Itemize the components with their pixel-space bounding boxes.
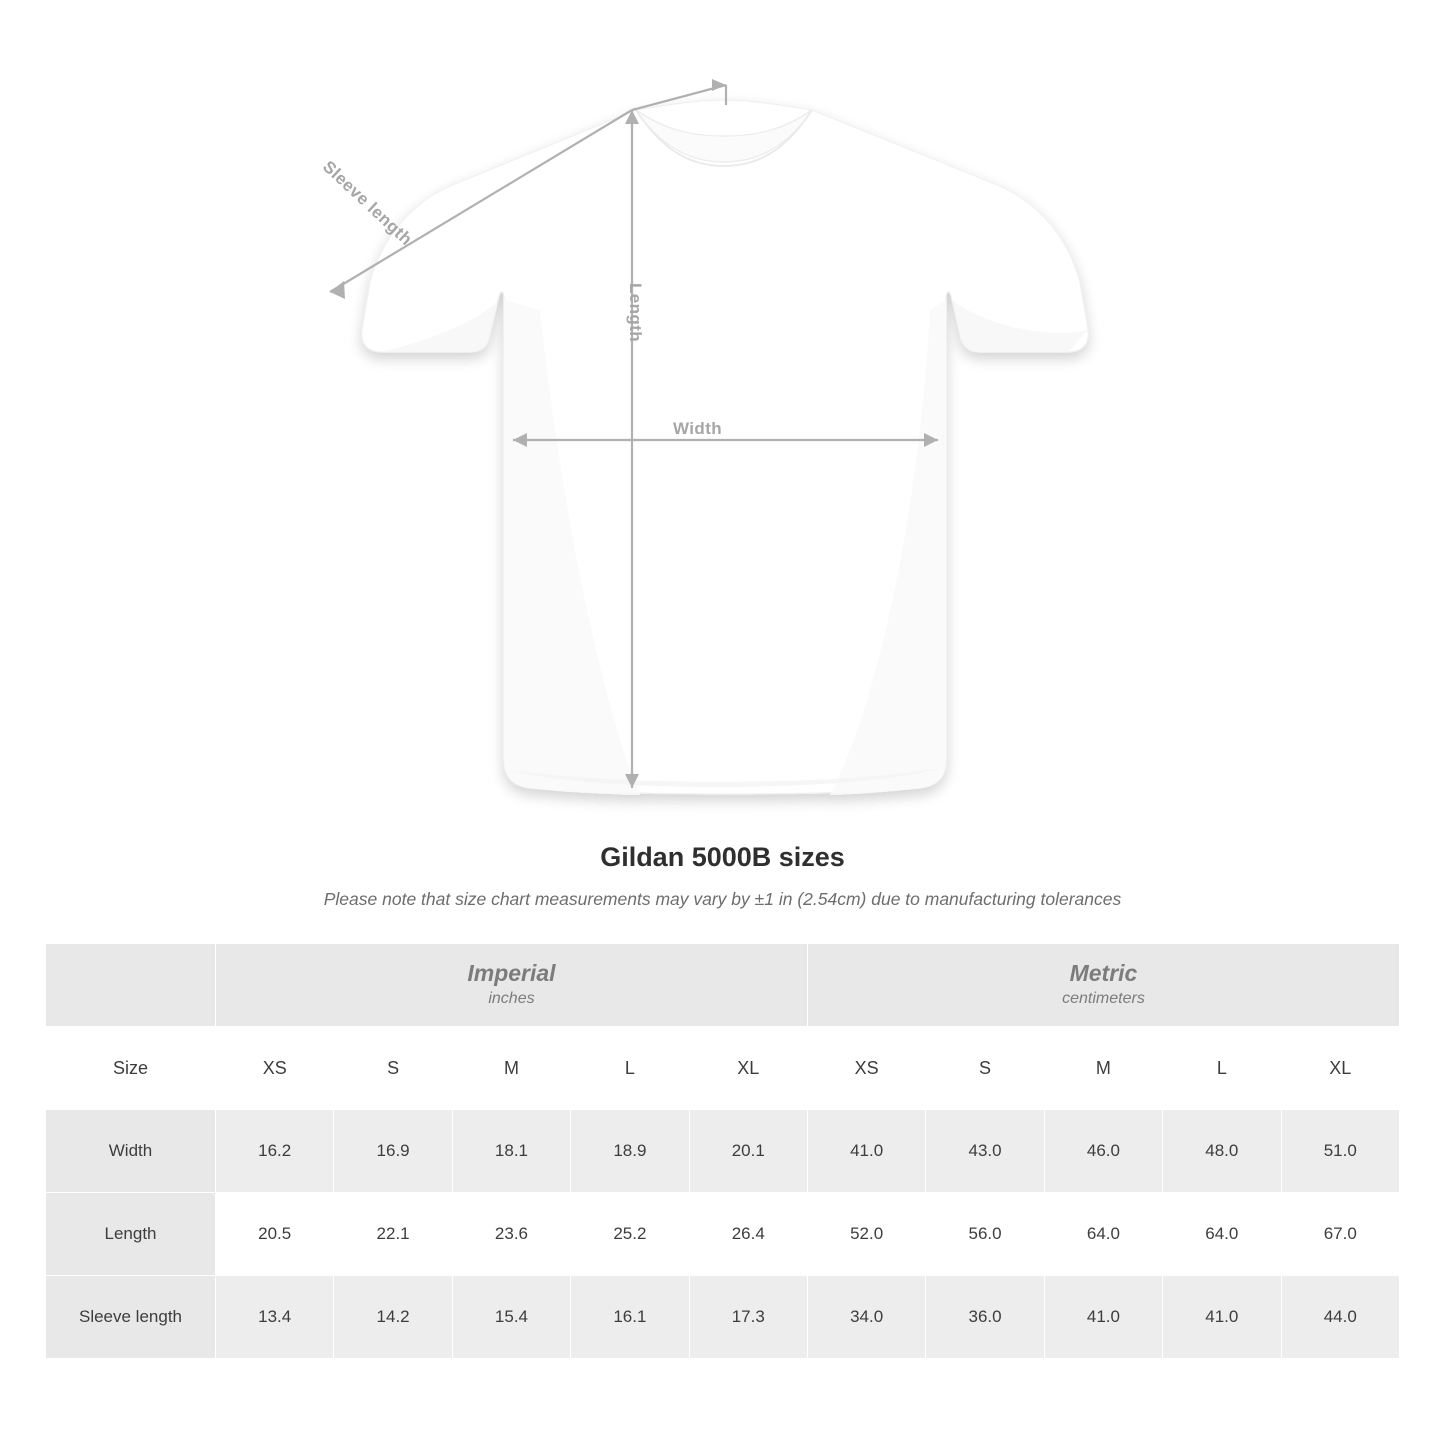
table-cell: 20.1	[689, 1110, 807, 1193]
table-cell: 22.1	[334, 1193, 452, 1276]
size-column-header: S	[926, 1027, 1044, 1110]
row-label-sleeve-length: Sleeve length	[46, 1276, 216, 1359]
tshirt-shape	[362, 100, 1089, 795]
table-cell: 15.4	[452, 1276, 570, 1359]
table-cell: 14.2	[334, 1276, 452, 1359]
table-cell: 51.0	[1281, 1110, 1399, 1193]
table-row	[46, 1110, 1400, 1193]
size-column-header: L	[1163, 1027, 1281, 1110]
table-cell: 13.4	[216, 1276, 334, 1359]
table-cell: 41.0	[807, 1110, 925, 1193]
size-column-header: XS	[216, 1027, 334, 1110]
table-cell: 16.9	[334, 1110, 452, 1193]
table-cell: 34.0	[807, 1276, 925, 1359]
table-cell: 41.0	[1044, 1276, 1162, 1359]
unit-group-imperial	[216, 944, 808, 1027]
table-corner-cell	[46, 944, 216, 1027]
table-cell: 18.1	[452, 1110, 570, 1193]
size-column-header: XL	[1281, 1027, 1399, 1110]
unit-group-metric-sub: centimeters	[1062, 990, 1145, 1008]
table-cell: 43.0	[926, 1110, 1044, 1193]
table-cell: 56.0	[926, 1193, 1044, 1276]
table-cell: 64.0	[1163, 1193, 1281, 1276]
table-cell: 18.9	[571, 1110, 689, 1193]
size-chart-table-wrapper	[45, 943, 1400, 1359]
unit-group-imperial-sub: inches	[488, 990, 535, 1008]
size-header-cell: Size	[46, 1027, 216, 1110]
table-cell: 36.0	[926, 1276, 1044, 1359]
table-cell: 26.4	[689, 1193, 807, 1276]
size-column-header: M	[452, 1027, 570, 1110]
table-row	[46, 1276, 1400, 1359]
table-cell: 41.0	[1163, 1276, 1281, 1359]
size-column-header: XL	[689, 1027, 807, 1110]
table-row	[46, 1193, 1400, 1276]
table-cell: 16.1	[571, 1276, 689, 1359]
width-label: Width	[673, 419, 723, 438]
table-cell: 67.0	[1281, 1193, 1399, 1276]
table-cell: 46.0	[1044, 1110, 1162, 1193]
table-cell: 17.3	[689, 1276, 807, 1359]
sleeve-length-label: Sleeve length	[319, 157, 416, 250]
size-column-header: L	[571, 1027, 689, 1110]
table-cell: 44.0	[1281, 1276, 1399, 1359]
tolerance-note: Please note that size chart measurements may vary by ±1 in (2.54cm) due to manufacturing tolerances	[323, 889, 1122, 909]
row-label-width: Width	[46, 1110, 216, 1193]
unit-group-row	[46, 944, 1400, 1027]
page-title: Gildan 5000B sizes	[600, 842, 845, 872]
table-cell: 16.2	[216, 1110, 334, 1193]
unit-group-imperial-name: Imperial	[467, 959, 556, 986]
table-cell: 25.2	[571, 1193, 689, 1276]
unit-group-metric-name: Metric	[1069, 959, 1138, 986]
table-cell: 52.0	[807, 1193, 925, 1276]
size-column-header: S	[334, 1027, 452, 1110]
unit-group-metric	[807, 944, 1399, 1027]
row-label-length: Length	[46, 1193, 216, 1276]
size-column-header: M	[1044, 1027, 1162, 1110]
length-label: Length	[626, 283, 645, 343]
table-header-row	[46, 1027, 1400, 1110]
table-cell: 64.0	[1044, 1193, 1162, 1276]
table-cell: 20.5	[216, 1193, 334, 1276]
size-column-header: XS	[807, 1027, 925, 1110]
table-cell: 48.0	[1163, 1110, 1281, 1193]
size-chart-table	[45, 943, 1400, 1359]
table-cell: 23.6	[452, 1193, 570, 1276]
title-block	[0, 842, 1445, 910]
